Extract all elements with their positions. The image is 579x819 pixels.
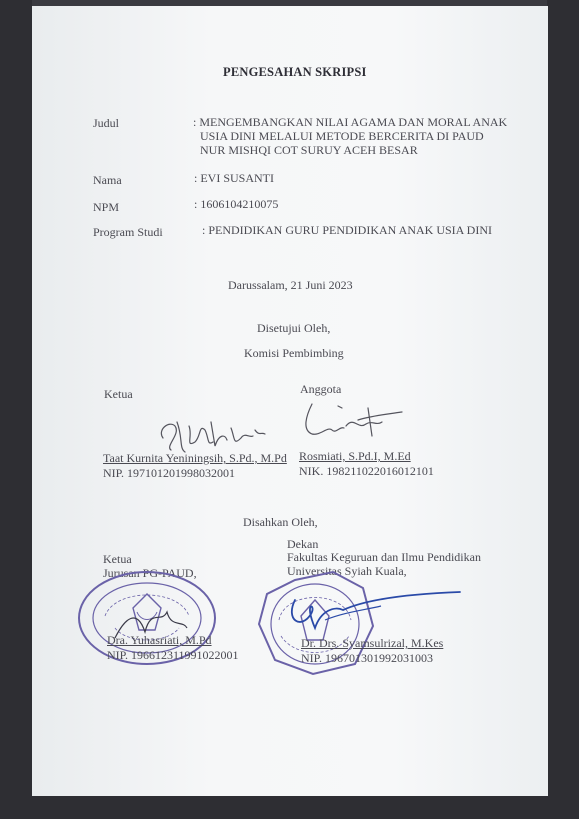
nama-value: : EVI SUSANTI — [194, 171, 274, 185]
anggota-nik: NIK. 198211022016012101 — [299, 464, 434, 478]
ketua-signature — [155, 408, 270, 456]
anggota-role: Anggota — [300, 382, 342, 396]
photo-background-bottom — [0, 795, 579, 819]
judul-line-1: : MENGEMBANGKAN NILAI AGAMA DAN MORAL ANAK — [193, 115, 508, 129]
kajur-department: Jurusan PG-PAUD, — [103, 566, 197, 580]
program-studi-label: Program Studi — [93, 225, 163, 239]
npm-label: NPM — [93, 200, 120, 214]
judul-label: Judul — [93, 116, 120, 130]
ketua-role: Ketua — [104, 387, 133, 401]
ketua-nip: NIP. 197101201998032001 — [103, 466, 236, 480]
judul-line-3: NUR MISHQI COT SURUY ACEH BESAR — [200, 143, 418, 157]
photo-background-right — [547, 0, 579, 819]
ratified-by-heading: Disahkan Oleh, — [243, 515, 318, 529]
dekan-name: Dr. Drs. Syamsulrizal, M.Kes — [301, 636, 444, 650]
dekan-nip: NIP. 196701301992031003 — [301, 651, 434, 665]
nama-label: Nama — [93, 173, 122, 187]
kajur-nip: NIP. 196612311991022001 — [107, 648, 239, 662]
anggota-signature — [298, 396, 408, 444]
approved-by-heading: Disetujui Oleh, — [257, 321, 331, 335]
committee-heading: Komisi Pembimbing — [244, 346, 344, 360]
document-title: PENGESAHAN SKRIPSI — [223, 65, 367, 79]
ketua-name: Taat Kurnita Yeniningsih, S.Pd., M.Pd — [103, 451, 287, 465]
place-date: Darussalam, 21 Juni 2023 — [228, 278, 353, 292]
npm-value: : 1606104210075 — [194, 197, 279, 211]
photo-background-left — [0, 0, 32, 819]
judul-line-2: USIA DINI MELALUI METODE BERCERITA DI PAUD — [200, 129, 484, 143]
judul-value — [193, 115, 523, 157]
kajur-name: Dra. Yuhasriati, M.Pd — [107, 633, 212, 647]
dekan-faculty: Fakultas Keguruan dan Ilmu Pendidikan — [287, 550, 481, 564]
program-studi-value: : PENDIDIKAN GURU PENDIDIKAN ANAK USIA DINI — [202, 223, 492, 237]
kajur-role: Ketua — [103, 552, 132, 566]
dekan-university: Universitas Syiah Kuala, — [287, 564, 407, 578]
dekan-role: Dekan — [287, 537, 319, 551]
anggota-name: Rosmiati, S.Pd.I, M.Ed — [299, 449, 411, 463]
